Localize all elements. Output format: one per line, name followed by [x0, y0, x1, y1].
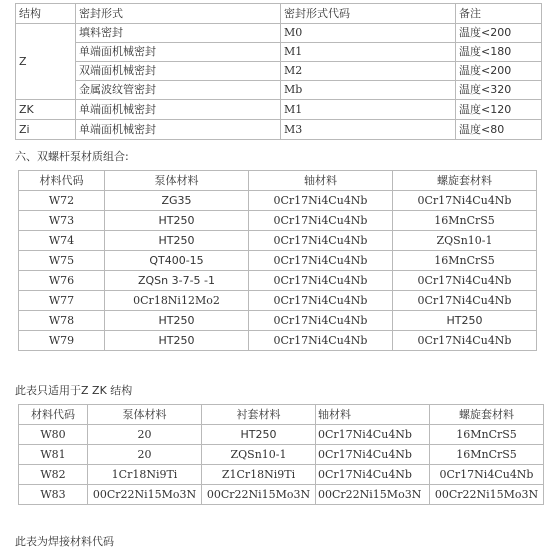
table-header-row [19, 171, 537, 191]
note-cell: 温度<320 [456, 81, 542, 100]
screw-sleeve-cell: 0Cr17Ni4Cu4Nb [393, 291, 537, 311]
table-row [16, 24, 542, 43]
screw-sleeve-cell: 0Cr17Ni4Cu4Nb [393, 331, 537, 351]
table-row [19, 425, 544, 445]
screw-sleeve-cell: 0Cr17Ni4Cu4Nb [393, 191, 537, 211]
table-row [19, 445, 544, 465]
material-code-cell: W81 [19, 445, 88, 465]
note-cell: 温度<80 [456, 120, 542, 140]
shaft-cell: 0Cr17Ni4Cu4Nb [316, 425, 430, 445]
material-code-cell: W73 [19, 211, 105, 231]
table-row [16, 43, 542, 62]
seal-cell: 单端面机械密封 [76, 100, 281, 120]
section-caption: 此表只适用于Z ZK 结构 [15, 384, 133, 397]
section-caption: 六、双螺杆泵材质组合: [15, 150, 129, 163]
shaft-cell: 0Cr17Ni4Cu4Nb [249, 331, 393, 351]
pump-body-cell: 20 [88, 425, 202, 445]
shaft-cell: 0Cr17Ni4Cu4Nb [316, 445, 430, 465]
header-cell: 密封形式代码 [281, 4, 456, 24]
pump-body-cell: 0Cr18Ni12Mo2 [105, 291, 249, 311]
material-code-cell: W79 [19, 331, 105, 351]
pump-body-cell: HT250 [105, 331, 249, 351]
code-cell: M1 [281, 100, 456, 120]
seal-cell: 单端面机械密封 [76, 120, 281, 140]
screw-sleeve-cell: 0Cr17Ni4Cu4Nb [393, 271, 537, 291]
note-cell: 温度<200 [456, 62, 542, 81]
bushing-cell: 00Cr22Ni15Mo3N [202, 485, 316, 505]
material-code-cell: W72 [19, 191, 105, 211]
shaft-cell: 0Cr17Ni4Cu4Nb [249, 191, 393, 211]
shaft-cell: 0Cr17Ni4Cu4Nb [316, 465, 430, 485]
bushing-cell: Z1Cr18Ni9Ti [202, 465, 316, 485]
table-row [16, 100, 542, 120]
structure-cell: Zi [16, 120, 76, 140]
header-cell: 密封形式 [76, 4, 281, 24]
material-combination-table [18, 170, 537, 351]
table-row [19, 291, 537, 311]
pump-body-cell: 20 [88, 445, 202, 465]
header-cell: 轴材料 [249, 171, 393, 191]
material-code-cell: W76 [19, 271, 105, 291]
table-header-row [16, 4, 542, 24]
table-row [19, 331, 537, 351]
header-cell: 结构 [16, 4, 76, 24]
table-row [19, 311, 537, 331]
code-cell: M2 [281, 62, 456, 81]
shaft-cell: 0Cr17Ni4Cu4Nb [249, 211, 393, 231]
header-cell: 螺旋套材料 [393, 171, 537, 191]
table-header-row [19, 405, 544, 425]
screw-sleeve-cell: 0Cr17Ni4Cu4Nb [430, 465, 544, 485]
welding-material-table [18, 404, 544, 505]
seal-cell: 金属波纹管密封 [76, 81, 281, 100]
pump-body-cell: ZQSn 3-7-5 -1 [105, 271, 249, 291]
screw-sleeve-cell: 16MnCrS5 [393, 211, 537, 231]
header-cell: 泵体材料 [88, 405, 202, 425]
material-code-cell: W77 [19, 291, 105, 311]
note-cell: 温度<180 [456, 43, 542, 62]
note-cell: 温度<120 [456, 100, 542, 120]
note-cell: 温度<200 [456, 24, 542, 43]
seal-cell: 双端面机械密封 [76, 62, 281, 81]
structure-cell: ZK [16, 100, 76, 120]
material-code-cell: W83 [19, 485, 88, 505]
table-row [19, 251, 537, 271]
shaft-cell: 0Cr17Ni4Cu4Nb [249, 271, 393, 291]
shaft-cell: 0Cr17Ni4Cu4Nb [249, 251, 393, 271]
screw-sleeve-cell: 16MnCrS5 [430, 425, 544, 445]
header-cell: 衬套材料 [202, 405, 316, 425]
seal-cell: 单端面机械密封 [76, 43, 281, 62]
material-code-cell: W75 [19, 251, 105, 271]
material-code-cell: W80 [19, 425, 88, 445]
pump-body-cell: ZG35 [105, 191, 249, 211]
table-row [16, 81, 542, 100]
code-cell: M0 [281, 24, 456, 43]
shaft-cell: 0Cr17Ni4Cu4Nb [249, 231, 393, 251]
header-cell: 备注 [456, 4, 542, 24]
screw-sleeve-cell: 16MnCrS5 [393, 251, 537, 271]
header-cell: 螺旋套材料 [430, 405, 544, 425]
header-cell: 材料代码 [19, 405, 88, 425]
table-row [19, 191, 537, 211]
shaft-cell: 0Cr17Ni4Cu4Nb [249, 291, 393, 311]
code-cell: M3 [281, 120, 456, 140]
screw-sleeve-cell: HT250 [393, 311, 537, 331]
table-row [19, 465, 544, 485]
table-row [19, 211, 537, 231]
shaft-cell: 0Cr17Ni4Cu4Nb [249, 311, 393, 331]
pump-body-cell: QT400-15 [105, 251, 249, 271]
section-caption: 此表为焊接材料代码 [15, 535, 114, 548]
structure-cell: Z [16, 24, 76, 100]
header-cell: 泵体材料 [105, 171, 249, 191]
code-cell: M1 [281, 43, 456, 62]
pump-body-cell: 00Cr22Ni15Mo3N [88, 485, 202, 505]
code-cell: Mb [281, 81, 456, 100]
screw-sleeve-cell: 16MnCrS5 [430, 445, 544, 465]
seal-form-table [15, 3, 542, 140]
bushing-cell: HT250 [202, 425, 316, 445]
shaft-cell: 00Cr22Ni15Mo3N [316, 485, 430, 505]
material-code-cell: W78 [19, 311, 105, 331]
table-row [16, 120, 542, 140]
screw-sleeve-cell: ZQSn10-1 [393, 231, 537, 251]
pump-body-cell: 1Cr18Ni9Ti [88, 465, 202, 485]
pump-body-cell: HT250 [105, 311, 249, 331]
pump-body-cell: HT250 [105, 231, 249, 251]
table-row [16, 62, 542, 81]
material-code-cell: W74 [19, 231, 105, 251]
table-row [19, 231, 537, 251]
seal-cell: 填料密封 [76, 24, 281, 43]
material-code-cell: W82 [19, 465, 88, 485]
table-row [19, 271, 537, 291]
bushing-cell: ZQSn10-1 [202, 445, 316, 465]
header-cell: 材料代码 [19, 171, 105, 191]
screw-sleeve-cell: 00Cr22Ni15Mo3N [430, 485, 544, 505]
pump-body-cell: HT250 [105, 211, 249, 231]
header-cell: 轴材料 [316, 405, 430, 425]
table-row [19, 485, 544, 505]
